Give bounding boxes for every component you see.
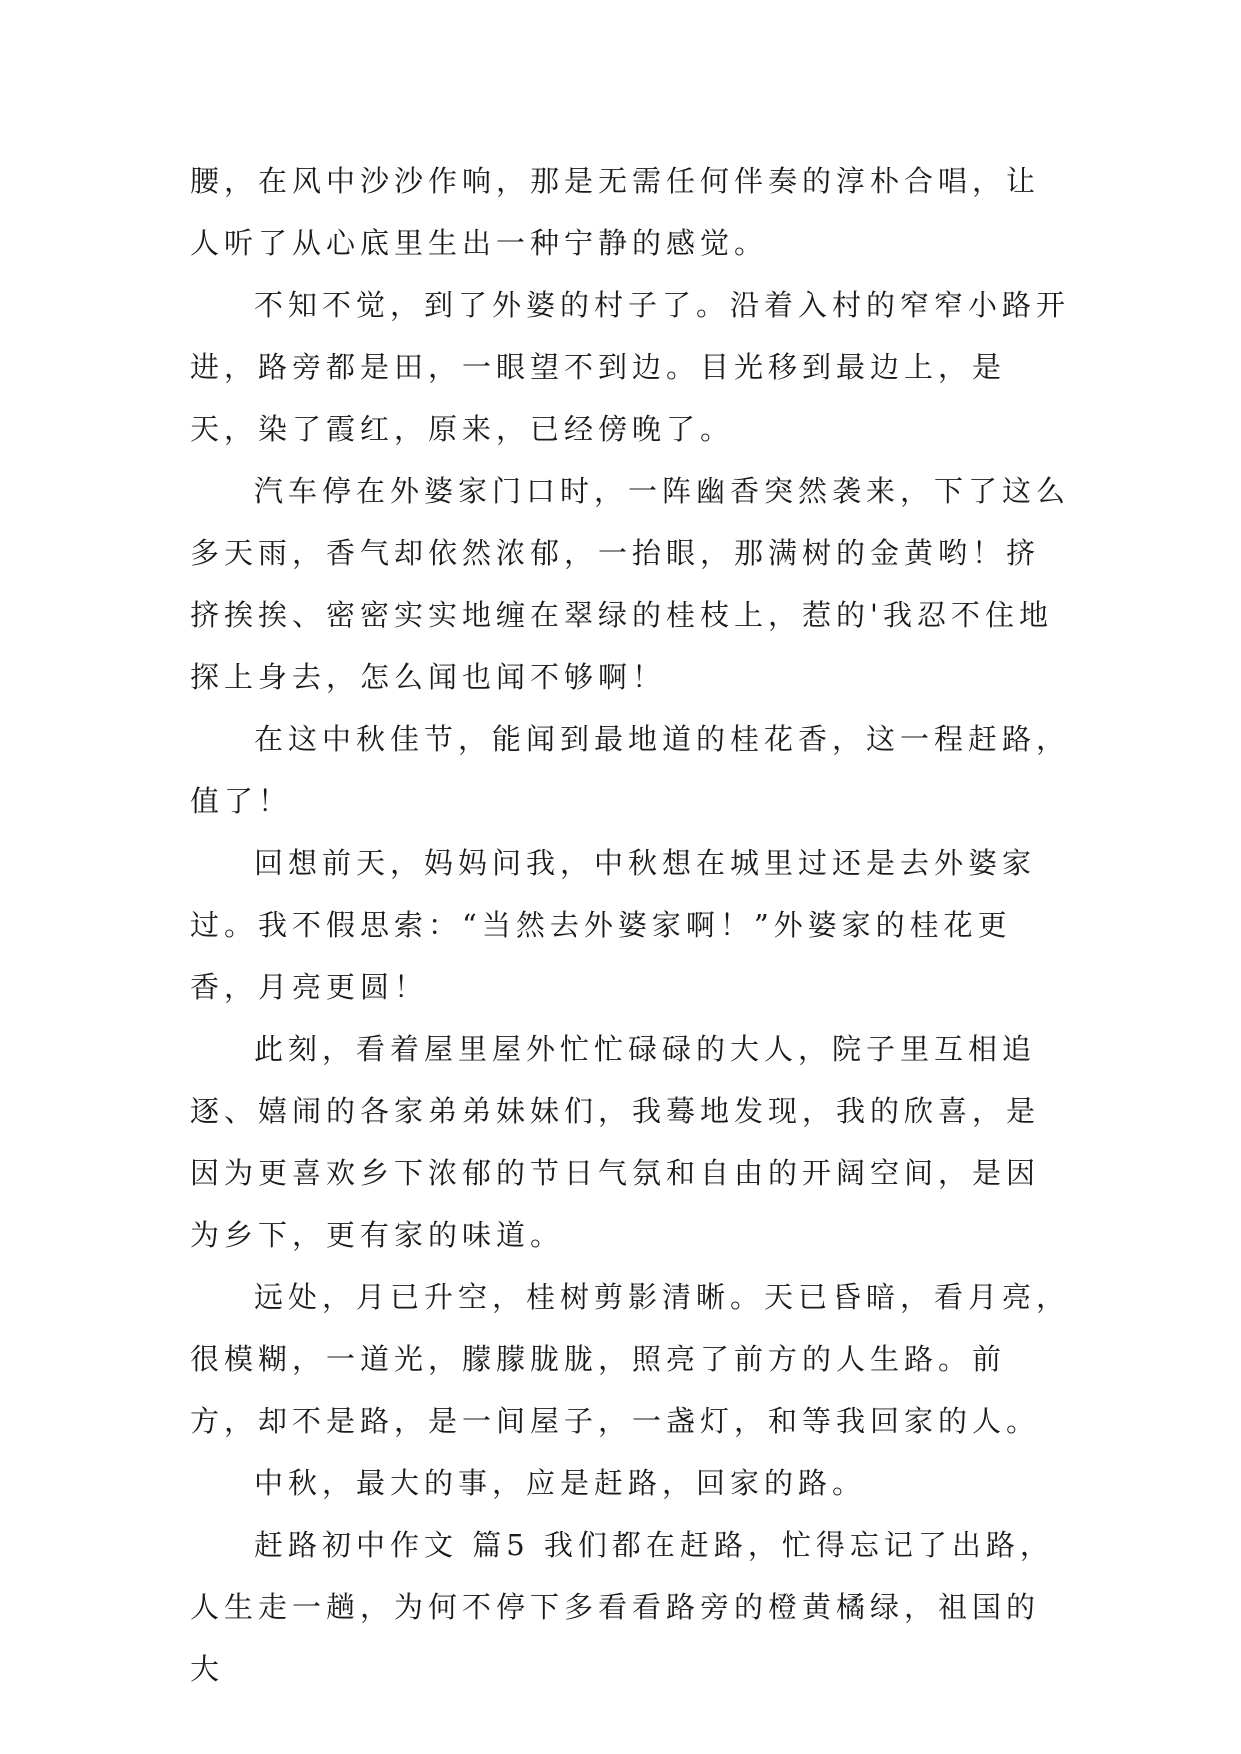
- paragraph-3: 汽车停在外婆家门口时，一阵幽香突然袭来，下了这么多天雨，香气却依然浓郁，一抬眼，那满树的金黄哟！挤挤挨挨、密密实实地缠在翠绿的桂枝上，惹的'我忍不住地探上身去，怎么闻也闻不够啊！: [190, 474, 1071, 694]
- essay-body: [190, 150, 1070, 1700]
- paragraph-5: 回想前天，妈妈问我，中秋想在城里过还是去外婆家过。我不假思索：“当然去外婆家啊！”外婆家的桂花更香，月亮更圆！: [190, 846, 1037, 1004]
- paragraph-2: 不知不觉，到了外婆的村子了。沿着入村的窄窄小路开进，路旁都是田，一眼望不到边。目光移到最边上，是天，染了霞红，原来，已经傍晚了。: [190, 288, 1071, 446]
- paragraph-7: 远处，月已升空，桂树剪影清晰。天已昏暗，看月亮，很模糊，一道光，朦朦胧胧，照亮了前方的人生路。前方，却不是路，是一间屋子，一盏灯，和等我回家的人。: [190, 1280, 1071, 1438]
- paragraph-6: 此刻，看着屋里屋外忙忙碌碌的大人，院子里互相追逐、嬉闹的各家弟弟妹妹们，我蓦地发现，我的欣喜，是因为更喜欢乡下浓郁的节日气氛和自由的开阔空间，是因为乡下，更有家的味道。: [190, 1032, 1041, 1252]
- paragraph-9: 赶路初中作文 篇5 我们都在赶路，忙得忘记了出路，人生走一趟，为何不停下多看看路旁的橙黄橘绿，祖国的大: [190, 1528, 1054, 1686]
- paragraph-4: 在这中秋佳节，能闻到最地道的桂花香，这一程赶路，值了！: [190, 722, 1071, 818]
- paragraph-8: 中秋，最大的事，应是赶路，回家的路。: [254, 1466, 867, 1500]
- paragraph-1: 腰，在风中沙沙作响，那是无需任何伴奏的淳朴合唱，让人听了从心底里生出一种宁静的感觉。: [190, 164, 1041, 260]
